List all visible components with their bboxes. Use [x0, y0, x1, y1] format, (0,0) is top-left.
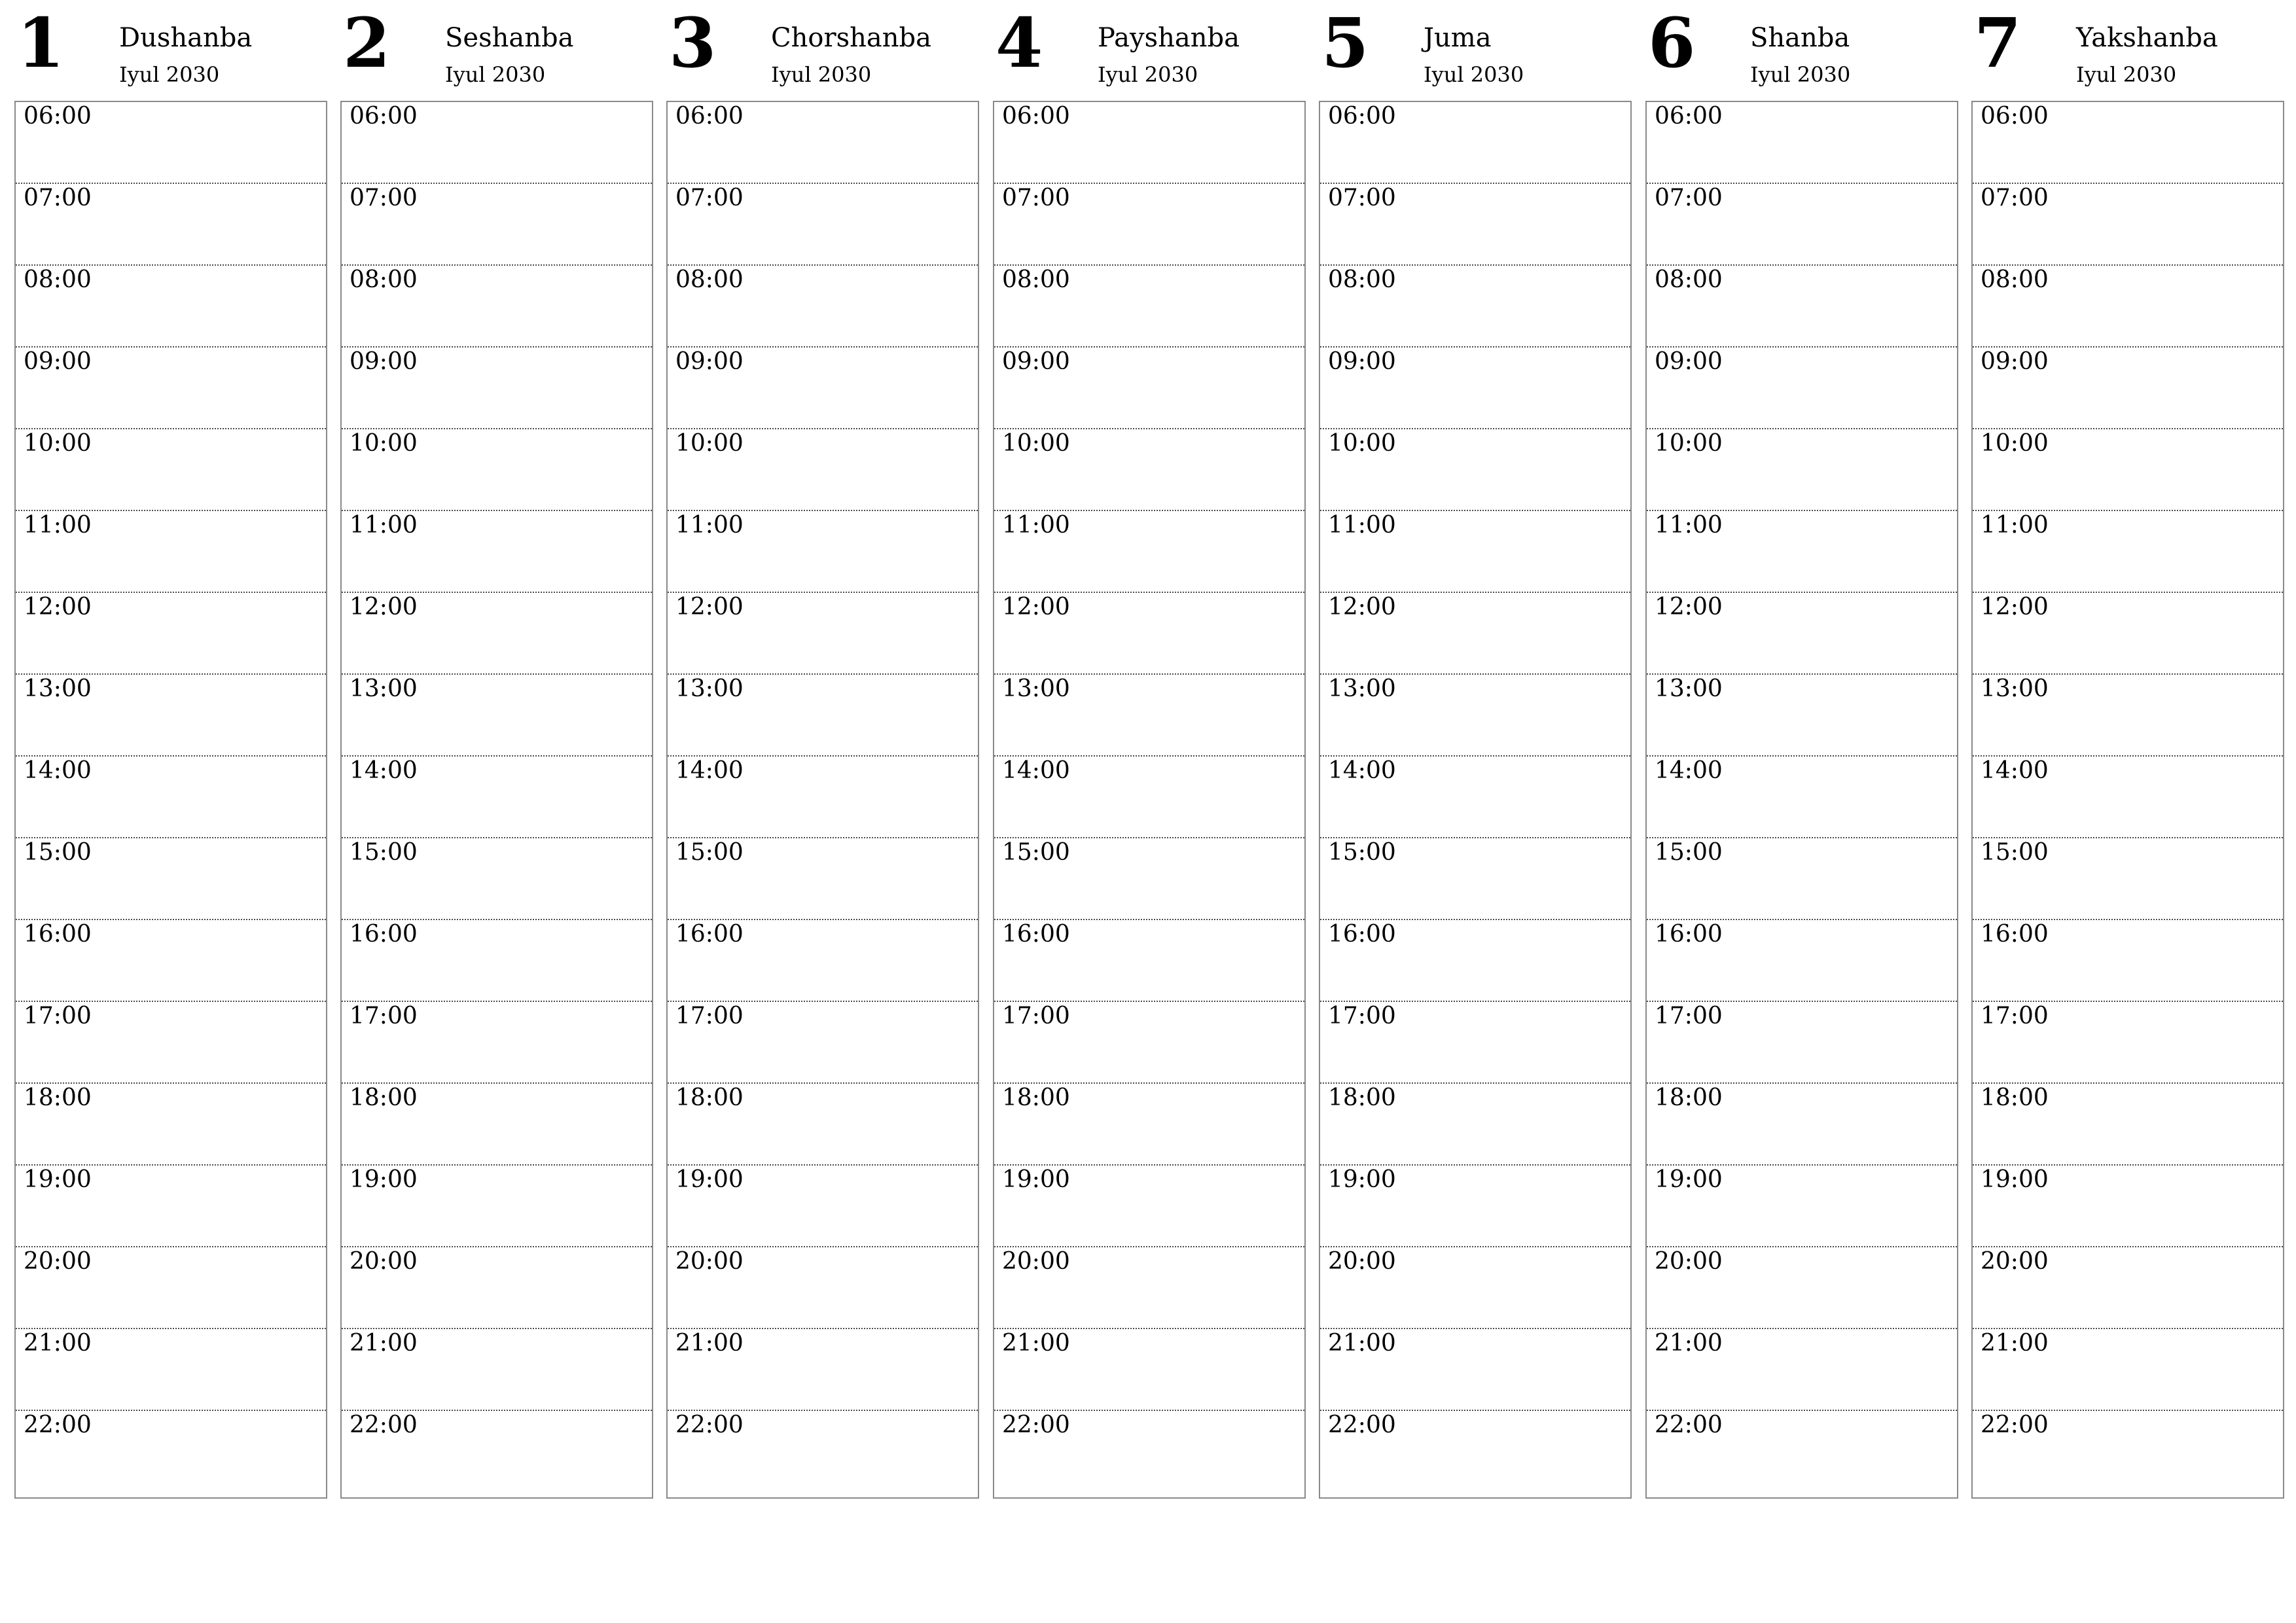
hour-label: 10:00 [24, 430, 92, 457]
hour-slot[interactable] [1973, 102, 2283, 184]
hour-slot[interactable] [668, 1247, 978, 1329]
hour-label: 15:00 [675, 839, 744, 866]
hour-slot[interactable] [16, 102, 326, 184]
hour-slot[interactable] [342, 266, 652, 348]
day-number: 7 [1974, 3, 2022, 83]
hour-label: 18:00 [1655, 1084, 1723, 1111]
hour-label: 09:00 [1655, 348, 1723, 375]
hour-label: 13:00 [1981, 675, 2049, 702]
hour-label: 11:00 [350, 512, 418, 539]
hour-label: 10:00 [675, 430, 744, 457]
hour-slot[interactable] [668, 266, 978, 348]
hour-label: 20:00 [1655, 1248, 1723, 1275]
hour-label: 07:00 [675, 185, 744, 211]
hour-slot[interactable] [1320, 1411, 1630, 1494]
hour-label: 13:00 [1328, 675, 1396, 702]
hour-slot[interactable] [994, 511, 1304, 593]
hour-slot[interactable] [668, 1411, 978, 1494]
hour-slot[interactable] [668, 838, 978, 920]
hour-slot[interactable] [994, 1247, 1304, 1329]
hour-label: 15:00 [24, 839, 92, 866]
hour-slot[interactable] [1320, 1247, 1630, 1329]
hour-slot[interactable] [1320, 348, 1630, 429]
hour-slot[interactable] [994, 675, 1304, 757]
hour-label: 17:00 [1328, 1003, 1396, 1029]
hour-label: 21:00 [350, 1330, 418, 1357]
hour-label: 19:00 [24, 1166, 92, 1193]
hour-slot[interactable] [1973, 1002, 2283, 1084]
hour-slot[interactable] [668, 1166, 978, 1247]
hour-slot[interactable] [668, 757, 978, 838]
day-number: 2 [343, 3, 391, 83]
hour-label: 22:00 [1981, 1412, 2049, 1438]
hour-slot[interactable] [994, 266, 1304, 348]
hour-label: 15:00 [350, 839, 418, 866]
hour-label: 15:00 [1655, 839, 1723, 866]
hour-label: 17:00 [675, 1003, 744, 1029]
day-number: 4 [996, 3, 1043, 83]
hour-label: 20:00 [350, 1248, 418, 1275]
hour-slot[interactable] [1973, 757, 2283, 838]
hour-label: 22:00 [1655, 1412, 1723, 1438]
hour-slot[interactable] [1973, 920, 2283, 1002]
hour-label: 18:00 [1981, 1084, 2049, 1111]
hour-label: 07:00 [350, 185, 418, 211]
hour-slot[interactable] [994, 184, 1304, 266]
hour-label: 11:00 [675, 512, 744, 539]
hour-slot[interactable] [16, 593, 326, 675]
hour-slot[interactable] [994, 838, 1304, 920]
hour-label: 22:00 [1002, 1412, 1070, 1438]
hour-slot[interactable] [1647, 675, 1957, 757]
hour-label: 06:00 [675, 103, 744, 130]
day-name: Payshanba [1098, 23, 1240, 53]
day-schedule-box [1645, 101, 1958, 1499]
hour-label: 22:00 [350, 1412, 418, 1438]
hour-slot[interactable] [1647, 429, 1957, 511]
hour-slot[interactable] [16, 675, 326, 757]
hour-slot[interactable] [1973, 1247, 2283, 1329]
hour-label: 06:00 [1328, 103, 1396, 130]
hour-slot[interactable] [668, 429, 978, 511]
hour-label: 16:00 [675, 921, 744, 948]
hour-label: 07:00 [1002, 185, 1070, 211]
hour-label: 08:00 [1002, 266, 1070, 293]
hour-slot[interactable] [1647, 348, 1957, 429]
hour-label: 09:00 [675, 348, 744, 375]
hour-slot[interactable] [668, 102, 978, 184]
day-number: 1 [17, 3, 65, 83]
hour-label: 14:00 [24, 757, 92, 784]
hour-label: 19:00 [1655, 1166, 1723, 1193]
hour-slot[interactable] [994, 593, 1304, 675]
hour-slot[interactable] [994, 429, 1304, 511]
hour-slot[interactable] [16, 1084, 326, 1166]
hour-label: 18:00 [1328, 1084, 1396, 1111]
hour-slot[interactable] [342, 920, 652, 1002]
hour-slot[interactable] [342, 1411, 652, 1494]
hour-slot[interactable] [16, 1329, 326, 1411]
hour-slot[interactable] [1320, 593, 1630, 675]
hour-slot[interactable] [1973, 593, 2283, 675]
hour-slot[interactable] [1320, 429, 1630, 511]
hour-slot[interactable] [16, 429, 326, 511]
hour-label: 14:00 [1655, 757, 1723, 784]
hour-slot[interactable] [1320, 1002, 1630, 1084]
hour-label: 22:00 [675, 1412, 744, 1438]
hour-label: 07:00 [1328, 185, 1396, 211]
hour-label: 09:00 [1981, 348, 2049, 375]
day-month: Iyul 2030 [1098, 62, 1198, 87]
hour-label: 22:00 [1328, 1412, 1396, 1438]
hour-slot[interactable] [994, 1166, 1304, 1247]
hour-label: 22:00 [24, 1412, 92, 1438]
hour-slot[interactable] [1647, 757, 1957, 838]
hour-slot[interactable] [1973, 1166, 2283, 1247]
hour-slot[interactable] [1320, 1084, 1630, 1166]
hour-slot[interactable] [16, 511, 326, 593]
hour-slot[interactable] [342, 511, 652, 593]
hour-slot[interactable] [1647, 1411, 1957, 1494]
hour-label: 15:00 [1002, 839, 1070, 866]
hour-slot[interactable] [994, 920, 1304, 1002]
day-schedule-box [14, 101, 327, 1499]
day-number: 5 [1321, 3, 1369, 83]
hour-label: 11:00 [1328, 512, 1396, 539]
hour-label: 11:00 [1981, 512, 2049, 539]
hour-slot[interactable] [994, 102, 1304, 184]
hour-label: 13:00 [24, 675, 92, 702]
hour-label: 16:00 [1655, 921, 1723, 948]
hour-slot[interactable] [16, 1002, 326, 1084]
hour-slot[interactable] [1320, 920, 1630, 1002]
day-number: 3 [669, 3, 717, 83]
day-schedule-box [1971, 101, 2284, 1499]
day-month: Iyul 2030 [1750, 62, 1851, 87]
day-schedule-box [1319, 101, 1632, 1499]
hour-slot[interactable] [1973, 429, 2283, 511]
hour-slot[interactable] [994, 1084, 1304, 1166]
hour-slot[interactable] [342, 675, 652, 757]
hour-slot[interactable] [1647, 511, 1957, 593]
hour-label: 12:00 [675, 594, 744, 620]
day-month: Iyul 2030 [119, 62, 220, 87]
hour-label: 11:00 [1655, 512, 1723, 539]
hour-slot[interactable] [1973, 348, 2283, 429]
hour-label: 12:00 [1328, 594, 1396, 620]
hour-slot[interactable] [16, 1166, 326, 1247]
day-name: Dushanba [119, 23, 253, 53]
hour-slot[interactable] [342, 429, 652, 511]
hour-slot[interactable] [342, 838, 652, 920]
hour-label: 16:00 [1328, 921, 1396, 948]
hour-label: 10:00 [350, 430, 418, 457]
hour-label: 09:00 [24, 348, 92, 375]
hour-slot[interactable] [1647, 593, 1957, 675]
hour-label: 17:00 [1981, 1003, 2049, 1029]
hour-label: 08:00 [1328, 266, 1396, 293]
hour-label: 11:00 [24, 512, 92, 539]
hour-label: 09:00 [1002, 348, 1070, 375]
hour-slot[interactable] [668, 184, 978, 266]
hour-label: 21:00 [24, 1330, 92, 1357]
hour-slot[interactable] [1320, 1166, 1630, 1247]
hour-slot[interactable] [1973, 1411, 2283, 1494]
hour-label: 15:00 [1328, 839, 1396, 866]
hour-label: 13:00 [675, 675, 744, 702]
hour-label: 06:00 [1655, 103, 1723, 130]
hour-label: 16:00 [350, 921, 418, 948]
hour-label: 19:00 [1002, 1166, 1070, 1193]
hour-slot[interactable] [994, 1002, 1304, 1084]
day-month: Iyul 2030 [2076, 62, 2177, 87]
hour-slot[interactable] [1320, 511, 1630, 593]
hour-label: 21:00 [675, 1330, 744, 1357]
hour-label: 15:00 [1981, 839, 2049, 866]
hour-label: 13:00 [350, 675, 418, 702]
hour-slot[interactable] [16, 1411, 326, 1494]
hour-label: 07:00 [1655, 185, 1723, 211]
day-schedule-box [666, 101, 979, 1499]
hour-slot[interactable] [1320, 838, 1630, 920]
hour-label: 18:00 [350, 1084, 418, 1111]
hour-slot[interactable] [668, 1002, 978, 1084]
hour-label: 12:00 [1981, 594, 2049, 620]
hour-label: 10:00 [1655, 430, 1723, 457]
day-month: Iyul 2030 [445, 62, 546, 87]
hour-label: 20:00 [1328, 1248, 1396, 1275]
hour-slot[interactable] [668, 511, 978, 593]
hour-slot[interactable] [994, 348, 1304, 429]
day-name: Chorshanba [771, 23, 931, 53]
hour-slot[interactable] [1647, 1166, 1957, 1247]
hour-label: 17:00 [350, 1003, 418, 1029]
hour-label: 06:00 [1002, 103, 1070, 130]
hour-label: 17:00 [1655, 1003, 1723, 1029]
day-month: Iyul 2030 [771, 62, 872, 87]
hour-label: 10:00 [1328, 430, 1396, 457]
hour-label: 20:00 [1981, 1248, 2049, 1275]
hour-label: 16:00 [1981, 921, 2049, 948]
hour-slot[interactable] [342, 348, 652, 429]
hour-label: 14:00 [1328, 757, 1396, 784]
hour-label: 08:00 [1981, 266, 2049, 293]
hour-slot[interactable] [1320, 184, 1630, 266]
hour-slot[interactable] [1647, 184, 1957, 266]
hour-slot[interactable] [1647, 1247, 1957, 1329]
hour-label: 19:00 [1328, 1166, 1396, 1193]
hour-label: 19:00 [350, 1166, 418, 1193]
hour-label: 12:00 [1655, 594, 1723, 620]
hour-slot[interactable] [16, 348, 326, 429]
hour-label: 20:00 [24, 1248, 92, 1275]
hour-label: 20:00 [1002, 1248, 1070, 1275]
hour-slot[interactable] [1320, 1329, 1630, 1411]
hour-slot[interactable] [1973, 1084, 2283, 1166]
hour-slot[interactable] [342, 593, 652, 675]
hour-label: 13:00 [1002, 675, 1070, 702]
hour-label: 19:00 [675, 1166, 744, 1193]
hour-label: 21:00 [1328, 1330, 1396, 1357]
hour-label: 18:00 [1002, 1084, 1070, 1111]
hour-slot[interactable] [1647, 1084, 1957, 1166]
hour-label: 16:00 [1002, 921, 1070, 948]
hour-label: 17:00 [1002, 1003, 1070, 1029]
hour-slot[interactable] [1320, 757, 1630, 838]
hour-label: 12:00 [350, 594, 418, 620]
hour-slot[interactable] [342, 1002, 652, 1084]
hour-label: 08:00 [1655, 266, 1723, 293]
hour-label: 14:00 [675, 757, 744, 784]
hour-label: 06:00 [24, 103, 92, 130]
day-name: Shanba [1750, 23, 1850, 53]
hour-slot[interactable] [342, 1247, 652, 1329]
hour-slot[interactable] [668, 348, 978, 429]
hour-slot[interactable] [668, 675, 978, 757]
hour-label: 06:00 [1981, 103, 2049, 130]
hour-label: 21:00 [1655, 1330, 1723, 1357]
hour-label: 18:00 [675, 1084, 744, 1111]
hour-label: 10:00 [1002, 430, 1070, 457]
hour-label: 21:00 [1981, 1330, 2049, 1357]
day-schedule-box [340, 101, 653, 1499]
hour-slot[interactable] [1320, 675, 1630, 757]
hour-label: 16:00 [24, 921, 92, 948]
hour-slot[interactable] [342, 184, 652, 266]
hour-slot[interactable] [1647, 920, 1957, 1002]
hour-slot[interactable] [1647, 1002, 1957, 1084]
hour-label: 06:00 [350, 103, 418, 130]
hour-slot[interactable] [16, 757, 326, 838]
hour-slot[interactable] [16, 838, 326, 920]
hour-label: 14:00 [1002, 757, 1070, 784]
day-name: Yakshanba [2076, 23, 2218, 53]
hour-label: 11:00 [1002, 512, 1070, 539]
hour-label: 12:00 [1002, 594, 1070, 620]
hour-label: 09:00 [1328, 348, 1396, 375]
hour-slot[interactable] [1320, 102, 1630, 184]
hour-label: 13:00 [1655, 675, 1723, 702]
hour-slot[interactable] [1320, 266, 1630, 348]
hour-label: 12:00 [24, 594, 92, 620]
hour-label: 08:00 [350, 266, 418, 293]
day-name: Seshanba [445, 23, 574, 53]
hour-slot[interactable] [16, 184, 326, 266]
hour-slot[interactable] [1973, 184, 2283, 266]
day-month: Iyul 2030 [1424, 62, 1524, 87]
hour-slot[interactable] [1973, 1329, 2283, 1411]
hour-slot[interactable] [16, 920, 326, 1002]
hour-slot[interactable] [342, 757, 652, 838]
day-name: Juma [1424, 23, 1492, 53]
hour-label: 08:00 [24, 266, 92, 293]
hour-slot[interactable] [1973, 511, 2283, 593]
hour-slot[interactable] [16, 266, 326, 348]
hour-label: 14:00 [350, 757, 418, 784]
hour-slot[interactable] [1973, 266, 2283, 348]
hour-label: 14:00 [1981, 757, 2049, 784]
hour-slot[interactable] [1973, 838, 2283, 920]
hour-slot[interactable] [342, 1329, 652, 1411]
hour-label: 19:00 [1981, 1166, 2049, 1193]
hour-label: 18:00 [24, 1084, 92, 1111]
hour-label: 10:00 [1981, 430, 2049, 457]
hour-slot[interactable] [668, 920, 978, 1002]
hour-slot[interactable] [668, 593, 978, 675]
hour-slot[interactable] [1973, 675, 2283, 757]
hour-slot[interactable] [668, 1329, 978, 1411]
day-schedule-box [993, 101, 1306, 1499]
hour-slot[interactable] [994, 1329, 1304, 1411]
hour-label: 21:00 [1002, 1330, 1070, 1357]
hour-label: 09:00 [350, 348, 418, 375]
hour-label: 07:00 [24, 185, 92, 211]
hour-slot[interactable] [342, 1166, 652, 1247]
hour-slot[interactable] [1647, 102, 1957, 184]
hour-slot[interactable] [16, 1247, 326, 1329]
hour-label: 07:00 [1981, 185, 2049, 211]
hour-slot[interactable] [1647, 838, 1957, 920]
hour-slot[interactable] [342, 1084, 652, 1166]
hour-slot[interactable] [1647, 1329, 1957, 1411]
hour-label: 17:00 [24, 1003, 92, 1029]
hour-slot[interactable] [994, 1411, 1304, 1494]
hour-label: 20:00 [675, 1248, 744, 1275]
hour-slot[interactable] [668, 1084, 978, 1166]
hour-slot[interactable] [1647, 266, 1957, 348]
hour-label: 08:00 [675, 266, 744, 293]
day-number: 6 [1648, 3, 1696, 83]
hour-slot[interactable] [994, 757, 1304, 838]
hour-slot[interactable] [342, 102, 652, 184]
